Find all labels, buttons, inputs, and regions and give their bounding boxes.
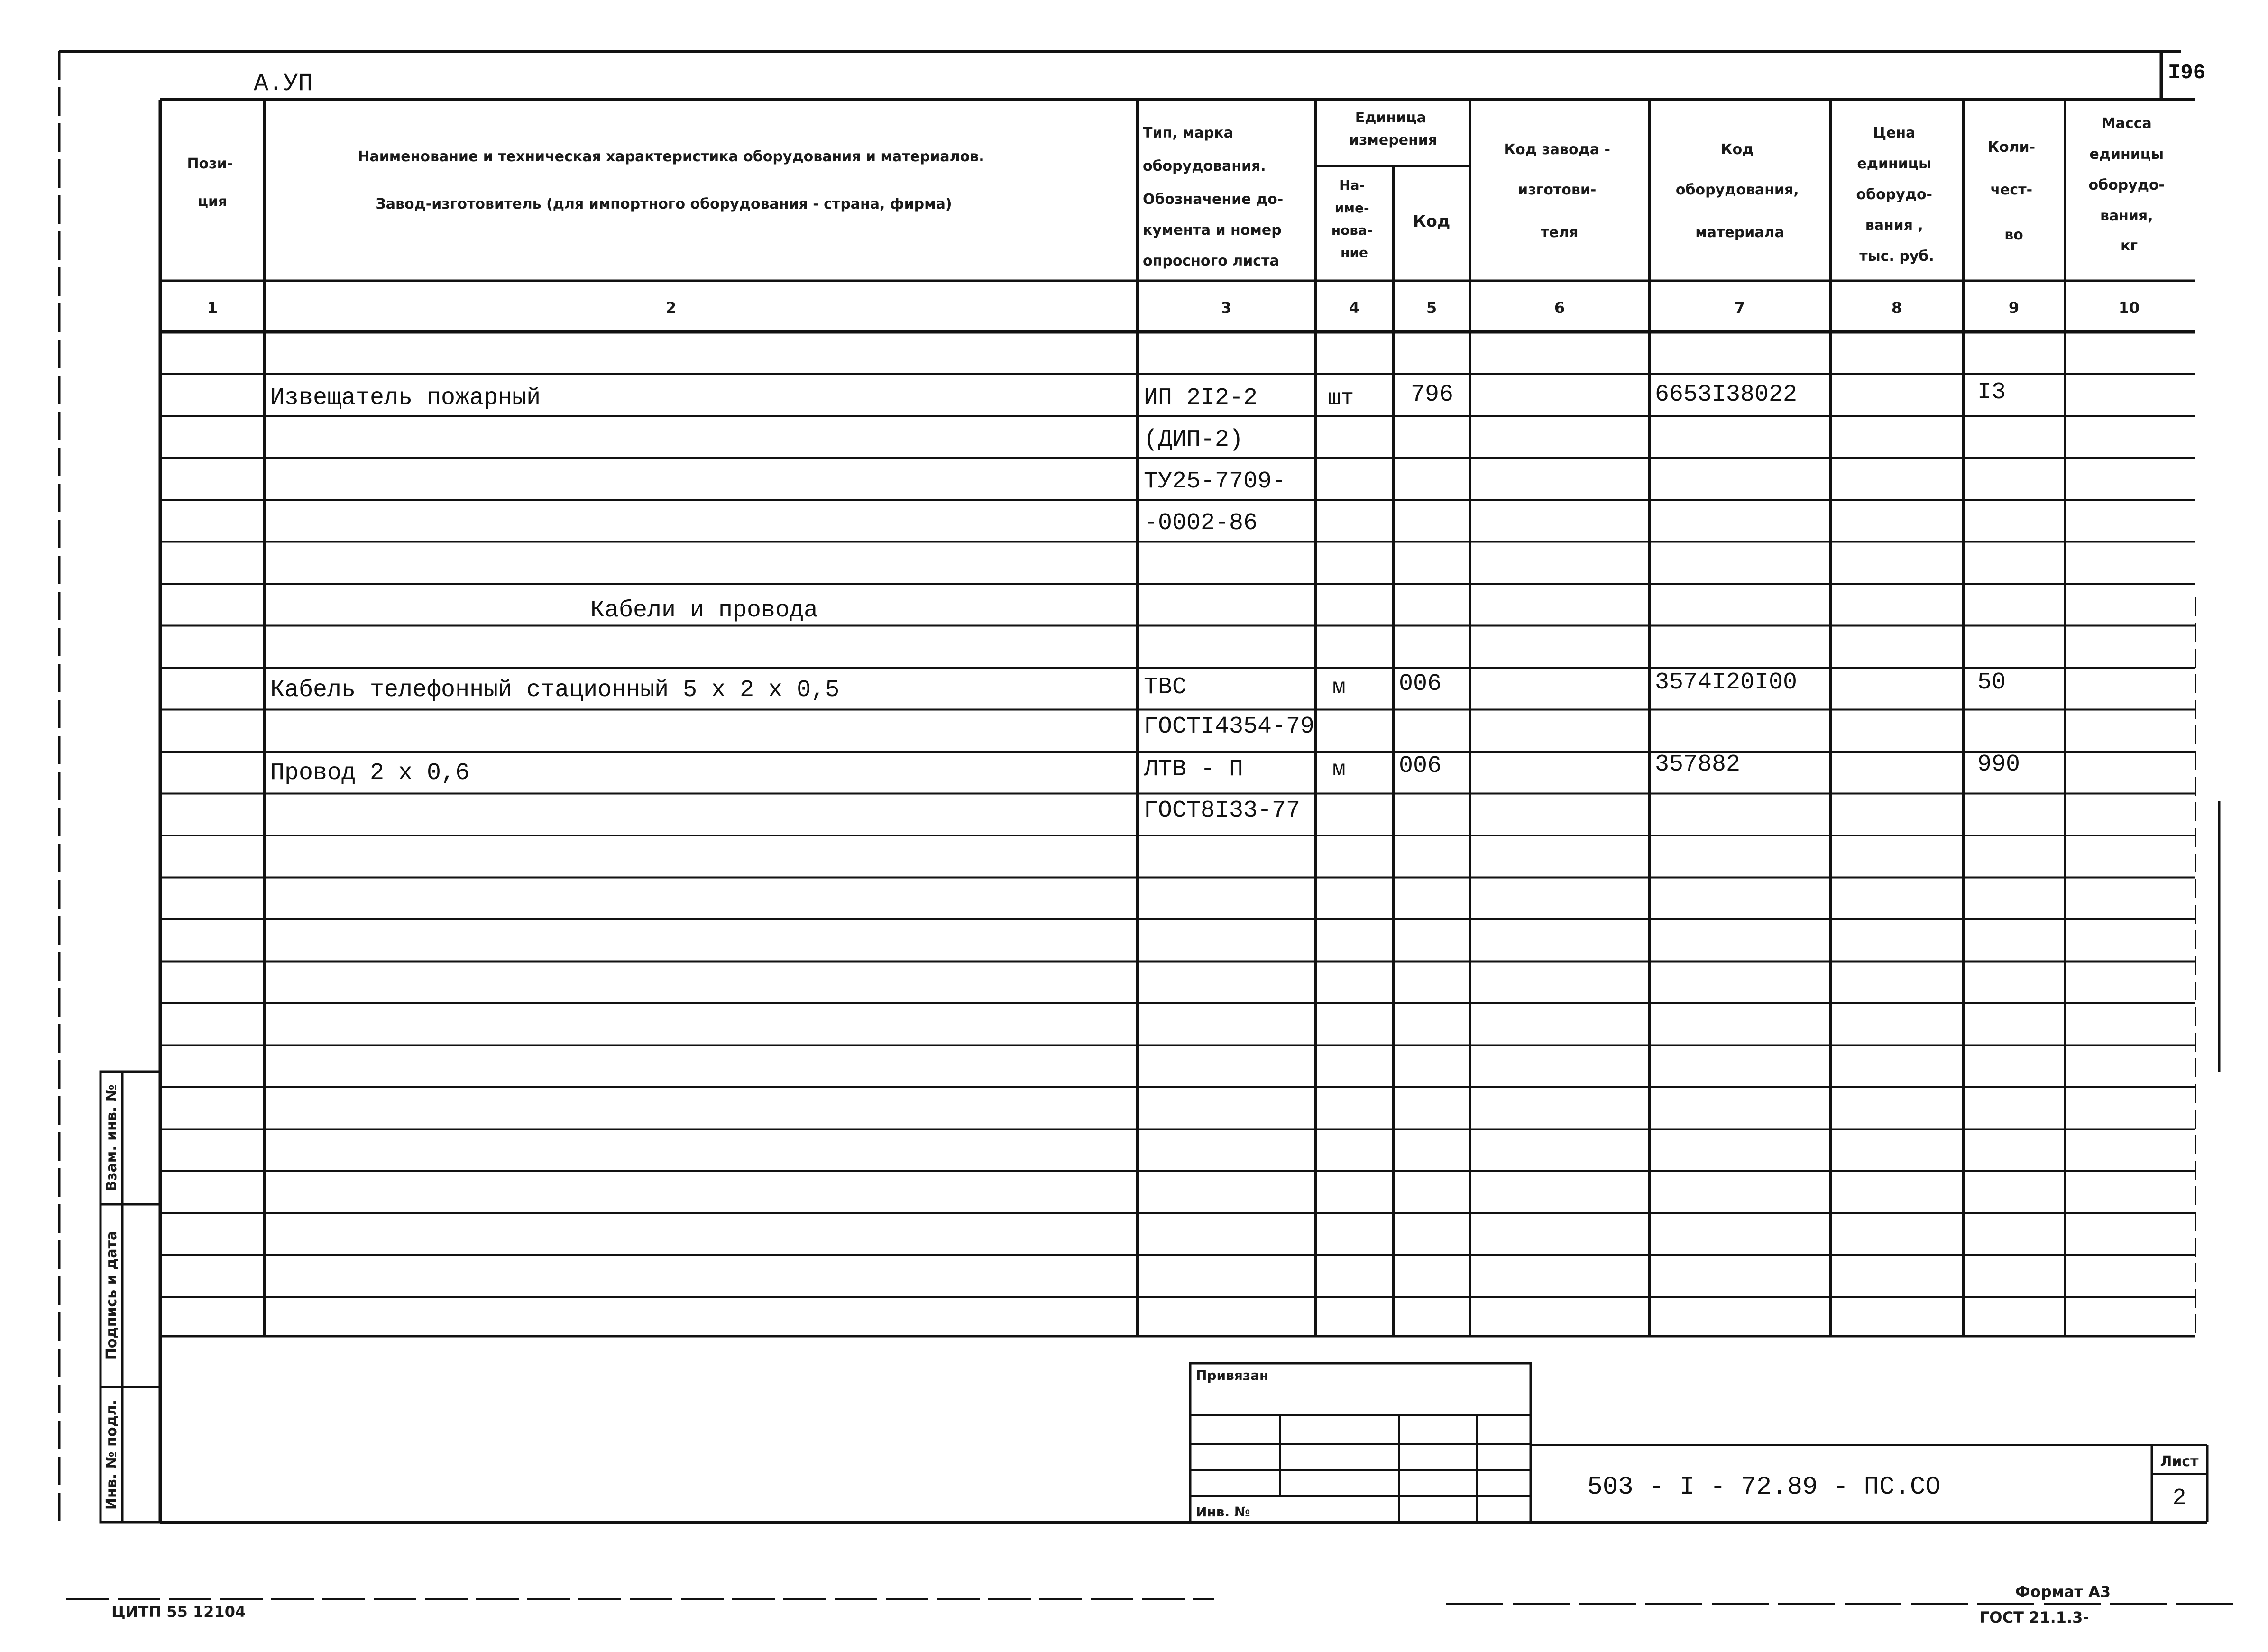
column-number: 10 (2118, 299, 2140, 317)
item-unit-code: 006 (1399, 753, 1442, 780)
footer-gost: ГОСТ 21.1.3- (1980, 1608, 2089, 1626)
footer (66, 1583, 2238, 1626)
inventory-label: Инв. № (1196, 1504, 1250, 1520)
table-header (187, 110, 2169, 317)
item-type-line: ТУ25-7709- (1144, 468, 1286, 495)
header-unit-name: На- име- нова- ние (1331, 177, 1373, 260)
section-heading: Кабели и провода (590, 597, 818, 624)
table-body (270, 379, 2020, 824)
header-unit-code: Код (1413, 212, 1451, 231)
column-number: 9 (2008, 299, 2020, 317)
item-name: Извещатель пожарный (270, 385, 541, 412)
column-number: 6 (1554, 299, 1565, 317)
item-equipment-code: 3574I20I00 (1655, 669, 1798, 696)
header-name-line2: Завод-изготовитель (для импортного оборудования - страна, фирма) (376, 196, 952, 212)
column-number: 5 (1426, 299, 1437, 317)
item-name: Кабель телефонный стационный 5 х 2 х 0,5 (270, 677, 840, 704)
document-code: 503 - I - 72.89 - ПС.СО (1587, 1473, 1941, 1502)
item-type: ТВС (1144, 674, 1187, 701)
item-name: Провод 2 х 0,6 (270, 760, 470, 787)
column-number: 8 (1891, 299, 1902, 317)
header-unit-group: Единица измерения (1349, 110, 1438, 148)
column-number: 2 (665, 299, 677, 317)
item-unit-code: 006 (1399, 670, 1442, 698)
header-quantity: Коли- чест- во (1987, 139, 2036, 243)
item-type: ЛТВ - П (1144, 756, 1244, 783)
item-type-line: ГОСТI4354-79 (1144, 713, 1315, 740)
header-unit-price: Цена единицы оборудо- вания , тыс. руб. (1856, 125, 1934, 265)
item-type-line: ГОСТ8I33-77 (1144, 797, 1301, 824)
item-type-line: -0002-86 (1144, 510, 1258, 537)
header-type: Тип, марка оборудования. Обозначение до- кумента и номер опросного листа (1143, 125, 1284, 269)
item-equipment-code: 357882 (1655, 751, 1741, 778)
header-factory-code: Код завода - изготови- теля (1504, 141, 1610, 241)
item-unit: м (1332, 757, 1346, 782)
footer-code: ЦИТП 55 12104 (111, 1603, 246, 1621)
side-stamp (101, 1072, 160, 1522)
frame-lines (59, 51, 2181, 1522)
bound-label: Привязан (1196, 1367, 1269, 1383)
stamp-signature-date: Подпись и дата (103, 1230, 120, 1360)
column-numbers (207, 299, 2139, 317)
item-unit-code: 796 (1411, 381, 1454, 408)
column-number: 3 (1221, 299, 1232, 317)
header-mass: Масса единицы оборудо- вания, кг (2088, 115, 2165, 254)
stamp-original-inv: Инв. № подл. (103, 1399, 120, 1510)
header-name-line1: Наименование и техническая характеристика оборудования и материалов. (358, 148, 984, 165)
header-position: Пози- ция (187, 156, 233, 210)
item-quantity: I3 (1977, 379, 2006, 406)
item-equipment-code: 6653I38022 (1655, 381, 1798, 408)
item-unit: м (1332, 675, 1346, 700)
title-block (160, 1363, 2207, 1522)
item-type: ИП 2I2-2 (1144, 385, 1258, 412)
item-unit: шт (1328, 386, 1354, 411)
footer-format: Формат А3 (2015, 1583, 2111, 1601)
column-number: 7 (1734, 299, 1745, 317)
item-quantity: 990 (1977, 751, 2020, 778)
item-quantity: 50 (1977, 669, 2006, 696)
header-equipment-code: Код оборудования, материала (1675, 141, 1799, 241)
page-corner-number: I96 (2168, 61, 2206, 85)
stamp-replacement-inv: Взам. инв. № (103, 1084, 120, 1192)
sheet-mark: А.УП (254, 70, 313, 98)
column-number: 4 (1349, 299, 1360, 317)
sheet-number: 2 (2172, 1486, 2186, 1511)
item-type-line: (ДИП-2) (1144, 426, 1244, 453)
sheet-label: Лист (2160, 1453, 2199, 1470)
column-number: 1 (207, 299, 218, 317)
